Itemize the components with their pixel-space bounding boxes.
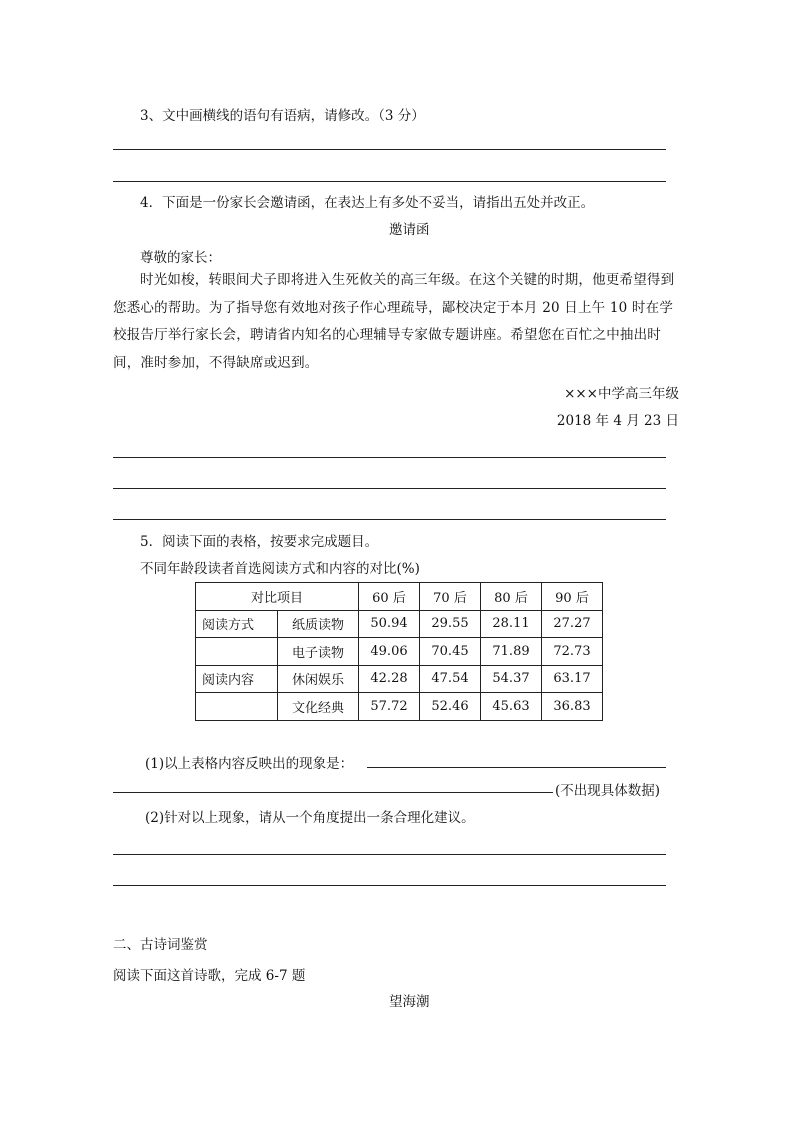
header-item: 对比项目 xyxy=(196,583,359,611)
letter-title: 邀请函 xyxy=(389,222,430,238)
table-cell: 47.54 xyxy=(420,665,481,693)
question-4-prompt: 4．下面是一份家长会邀请函，在表达上有多处不妥当，请指出五处并改正。 xyxy=(140,195,595,211)
answer-line[interactable] xyxy=(113,519,666,520)
table-cell: 36.83 xyxy=(542,693,603,721)
column-header: 80 后 xyxy=(481,583,542,611)
letter-date: 2018 年 4 月 23 日 xyxy=(556,413,679,429)
row-label: 纸质读物 xyxy=(278,610,359,638)
group-label: 阅读方式 xyxy=(196,610,278,638)
letter-body: 时光如梭，转眼间犬子即将进入生死攸关的高三年级。在这个关键的时期，他更希望得到您悉心的帮助。为了指导您有效地对孩子作心理疏导，鄙校决定于本月 20 日上午 10 时在学校报告厅举行家长会，聘请省内知名的心理辅导专家做专题讲座。希望您在百忙之中抽出时间，准时参加，不得缺席或迟到。 xyxy=(113,272,675,371)
table-row xyxy=(196,610,603,638)
sub-question-2: (2)针对以上现象，请从一个角度提出一条合理化建议。 xyxy=(145,810,475,826)
row-label: 电子读物 xyxy=(278,638,359,666)
row-label: 文化经典 xyxy=(278,693,359,721)
comparison-table xyxy=(195,582,603,721)
table-cell: 27.27 xyxy=(542,610,603,638)
table-cell: 63.17 xyxy=(542,665,603,693)
column-header: 60 后 xyxy=(359,583,420,611)
answer-line[interactable] xyxy=(113,488,666,489)
table-cell: 70.45 xyxy=(420,638,481,666)
answer-line[interactable] xyxy=(113,457,666,458)
sub-question-1-note: (不出现具体数据) xyxy=(555,783,661,799)
table-row xyxy=(196,638,603,666)
table-cell: 50.94 xyxy=(359,610,420,638)
section-instruction: 阅读下面这首诗歌，完成 6-7 题 xyxy=(113,968,306,984)
table-cell: 72.73 xyxy=(542,638,603,666)
question-3-prompt: 3、文中画横线的语句有语病，请修改。（3 分） xyxy=(140,108,425,124)
table-cell: 28.11 xyxy=(481,610,542,638)
letter-salutation: 尊敬的家长： xyxy=(140,250,221,266)
answer-line[interactable] xyxy=(367,767,666,768)
question-5-prompt: 5．阅读下面的表格，按要求完成题目。 xyxy=(140,534,379,550)
table-row xyxy=(196,665,603,693)
table-caption: 不同年龄段读者首选阅读方式和内容的对比(%) xyxy=(140,561,420,577)
table-cell: 71.89 xyxy=(481,638,542,666)
table-cell: 29.55 xyxy=(420,610,481,638)
sub-question-1: (1)以上表格内容反映出的现象是： xyxy=(145,756,354,772)
answer-line[interactable] xyxy=(113,792,553,793)
table-cell: 57.72 xyxy=(359,693,420,721)
letter-signature: ×××中学高三年级 xyxy=(564,386,679,402)
table-cell: 54.37 xyxy=(481,665,542,693)
table-cell: 49.06 xyxy=(359,638,420,666)
column-header: 70 后 xyxy=(420,583,481,611)
group-label-empty xyxy=(196,693,278,721)
poem-title: 望海潮 xyxy=(389,994,430,1010)
answer-line[interactable] xyxy=(113,854,666,855)
row-label: 休闲娱乐 xyxy=(278,665,359,693)
answer-line[interactable] xyxy=(113,885,666,886)
table-row xyxy=(196,693,603,721)
table-cell: 42.28 xyxy=(359,665,420,693)
answer-line[interactable] xyxy=(113,181,666,182)
table-header-row xyxy=(196,583,603,611)
section-heading: 二、古诗词鉴赏 xyxy=(113,937,208,953)
table-cell: 52.46 xyxy=(420,693,481,721)
group-label-empty xyxy=(196,638,278,666)
table-cell: 45.63 xyxy=(481,693,542,721)
answer-line[interactable] xyxy=(113,149,666,150)
group-label: 阅读内容 xyxy=(196,665,278,693)
column-header: 90 后 xyxy=(542,583,603,611)
